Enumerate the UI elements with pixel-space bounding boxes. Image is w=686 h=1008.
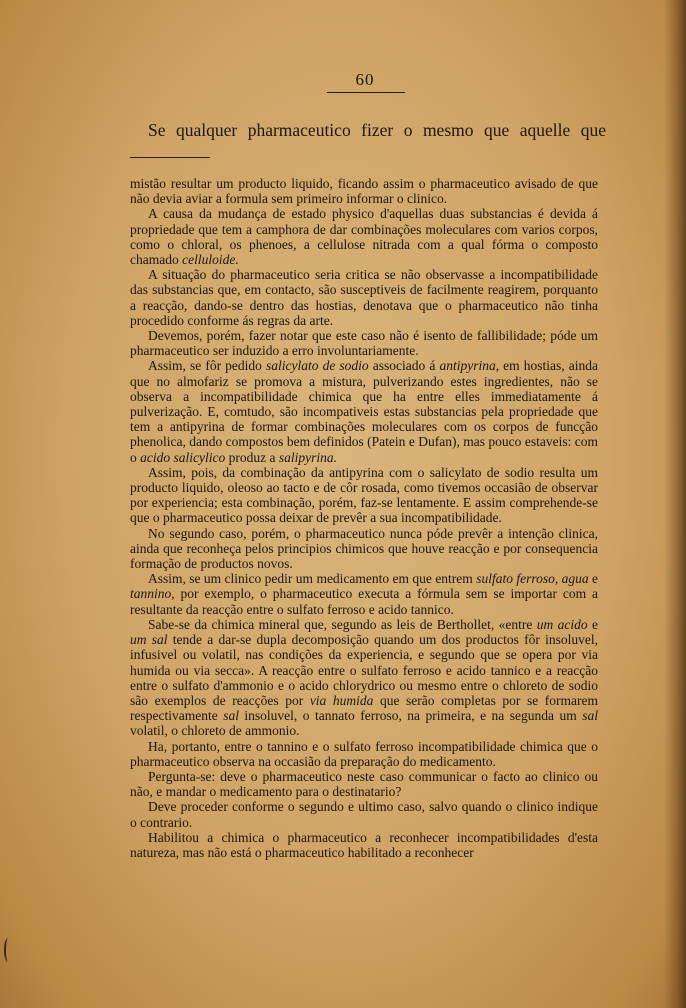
paragraph: Habilitou a chimica o pharmaceutico a reconhecer incompatibilidades d'esta natureza, mas não está o pharmaceutico habilitado a reconhecer	[130, 829, 598, 860]
italic-term: salipyrina.	[278, 449, 337, 465]
body-text	[130, 176, 598, 860]
paragraph: Sabe-se da chimica mineral que, segundo as leis de Berthollet, «entre um acido e um sal tende a dar-se dupla decomposição quando um dos productos fôr insoluvel, infusivel ou volatil, nas condições da experiencia, e segundo que se opera por via humida ou via secca». A reacção entre o sulfato ferroso e acido tannico e a reacção entre o sulfato d'ammonio e o acido chlorydrico ou mesmo entre o chloreto de sodio são exemplos de reacções por via humida que serão completas por se formarem respectivamente sal insoluvel, o tannato ferroso, na primeira, e na segunda um sal volatil, o chloreto de ammonio.	[130, 616, 599, 739]
paragraph: Devemos, porém, fazer notar que este caso não é isento de fallibilidade; póde um pharmaceutico ser induzido a erro involuntariamente.	[130, 328, 598, 359]
italic-term: salicylato de sodio	[266, 358, 369, 374]
italic-term: via humida	[309, 692, 374, 708]
italic-term: acido salicylico	[140, 449, 226, 465]
italic-term: tannino,	[130, 586, 175, 602]
paragraph: Assim, pois, da combinação da antipyrina com o salicylato de sodio resulta um producto liquido, oleoso ao tacto e de côr rosada, como tivemos occasião de observar por experiencia; esta combinação, porém, faz-se lentamente. E assim comprehende-se que o pharmaceutico possa deixar de prevêr a sua incompatibilidade.	[130, 464, 598, 526]
italic-term: um sal	[130, 632, 168, 648]
paragraph: Assim, se um clinico pedir um medicamento em que entrem sulfato ferroso, agua e tannino, por exemplo, o pharmaceutico executa a fórmula sem se importar com a resultante da reacção entre o sulfato ferroso e acido tannico.	[130, 571, 598, 617]
paragraph: A causa da mudança de estado physico d'aquellas duas substancias é devida á propriedade que tem a camphora de dar combinações moleculares com varios corpos, como o chloral, os phenoes, a cellulose nitrada com a qual fórma o composto chamado celluloide.	[130, 206, 598, 268]
page-number: 60	[355, 70, 375, 89]
paragraph: A situação do pharmaceutico seria critica se não observasse a incompatibilidade das substancias que, em contacto, são susceptiveis de facilmente reagirem, porquanto a reacção, dando-se dentro das hostias, denotava que o pharmaceutico não tinha procedido conforme ás regras da arte.	[130, 267, 598, 328]
italic-term: sulfato ferroso, agua	[476, 571, 589, 587]
paragraph: mistão resultar um producto liquido, ficando assim o pharmaceutico avisado de que não devia aviar a formula sem primeiro informar o clinico.	[130, 176, 598, 207]
footnote-rule	[130, 157, 210, 158]
italic-term: antipyrina,	[439, 358, 500, 374]
lead-line: Se qualquer pharmaceutico fizer o mesmo que aquelle que	[148, 120, 606, 140]
margin-mark	[4, 938, 12, 962]
paragraph: No segundo caso, porém, o pharmaceutico nunca póde prevêr a intenção clinica, ainda que reconheça pelos principios chimicos que houve reacção e por consequencia formação de productos novos.	[130, 525, 598, 572]
paragraph: Ha, portanto, entre o tannino e o sulfato ferroso incompatibilidade chimica que o pharmaceutico observa na occasião da preparação do medicamento.	[130, 738, 598, 769]
paragraph: Deve proceder conforme o segundo e ultimo caso, salvo quando o clinico indique o contrario.	[130, 799, 598, 830]
page-edge-shadow	[664, 0, 686, 1008]
italic-term: sal	[223, 708, 239, 724]
italic-term: sal	[582, 708, 598, 724]
paragraph: Pergunta-se: deve o pharmaceutico neste caso communicar o facto ao clinico ou não, e mandar o medicamento para o destinatario?	[130, 768, 598, 800]
italic-term: um acido	[536, 616, 588, 632]
italic-term: celluloide.	[182, 252, 239, 268]
paragraph: Assim, se fôr pedido salicylato de sodio associado á antipyrina, em hostias, ainda que no almofariz se promova a mistura, pulverizando estes ingredientes, não se observa a incompatibilidade chimica que ha entre elles immediatamente á pulverização. E, comtudo, são incompativeis estas substancias pela propriedade que tem a antipyrina de formar combinações moleculares com os corpos de funcção phenolica, dando compostos bem definidos (Patein e Dufan), mas pouco estaveis: com o acido salicylico produz a salipyrina.	[130, 358, 598, 465]
page-number-rule	[327, 92, 405, 93]
